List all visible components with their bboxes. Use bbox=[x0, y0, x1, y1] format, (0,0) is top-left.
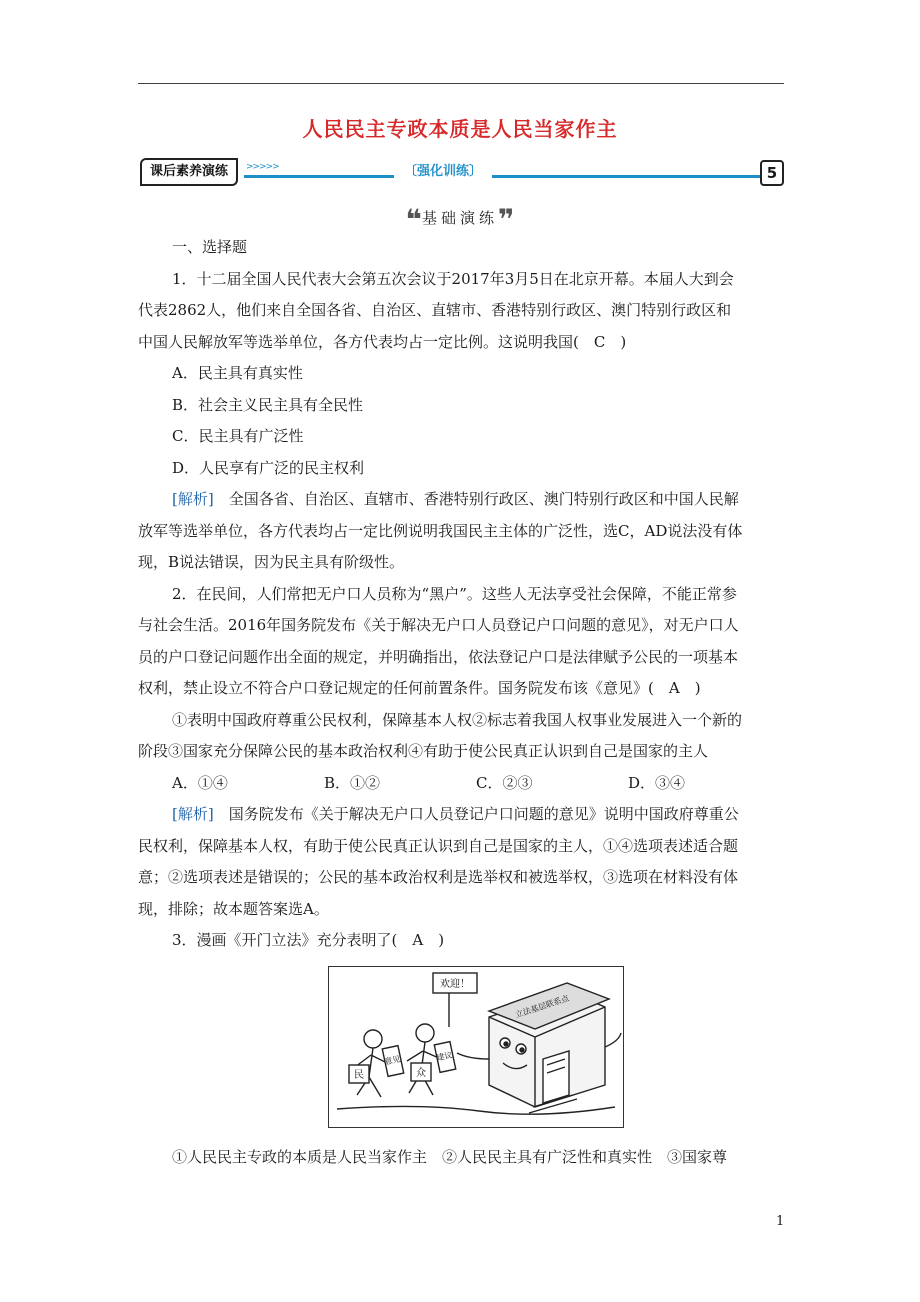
q1-option: A．民主具有真实性 bbox=[172, 364, 303, 382]
q2-analysis-line: 民权利，保障基本人权，有助于使公民真正认识到自己是国家的主人，①④选项表述适合题 bbox=[138, 836, 739, 855]
page-number: 1 bbox=[776, 1214, 785, 1229]
banner-arrows: >>>>> bbox=[246, 162, 279, 172]
cartoon-placard-1: 民 bbox=[354, 1070, 364, 1081]
banner-number: 5 bbox=[760, 160, 784, 186]
cartoon-image bbox=[328, 966, 624, 1128]
cartoon-welcome-sign: 欢迎！ bbox=[440, 979, 470, 990]
q1-stem-line: 代表2862人，他们来自全国各省、自治区、直辖市、香港特别行政区、澳门特别行政区和 bbox=[138, 301, 732, 319]
question-1 bbox=[138, 264, 784, 579]
q3-statements: ①人民民主专政的本质是人民当家作主 ②人民民主具有广泛性和真实性 ③国家尊 bbox=[172, 1148, 728, 1166]
section-label: 一、选择题 bbox=[172, 238, 248, 256]
q2-stem-line: 权利，禁止设立不符合户口登记规定的任何前置条件。国务院发布该《意见》( A ) bbox=[138, 679, 701, 697]
analysis-tag: [解析] bbox=[172, 490, 214, 508]
q2-option: B．①② bbox=[324, 773, 381, 792]
q1-option: B．社会主义民主具有全民性 bbox=[172, 395, 364, 414]
question-2 bbox=[138, 579, 784, 926]
q2-statements-line: 阶段③国家充分保障公民的基本政治权利④有助于使公民真正认识到自己是国家的主人 bbox=[138, 742, 709, 760]
cartoon-drawing bbox=[329, 967, 623, 1127]
banner-label: 课后素养演练 bbox=[140, 158, 238, 186]
cartoon-placard-2: 众 bbox=[416, 1068, 426, 1079]
q2-stem-line: 员的户口登记问题作出全面的规定，并明确指出，依法登记户口是法律赋予公民的一项基本 bbox=[138, 647, 739, 666]
q2-statements-line: ①表明中国政府尊重公民权利，保障基本人权②标志着我国人权事业发展进入一个新的 bbox=[172, 710, 743, 729]
q2-analysis-line: 意；②选项表述是错误的；公民的基本政治权利是选举权和被选举权，③选项在材料没有体 bbox=[138, 868, 739, 886]
q1-option: D．人民享有广泛的民主权利 bbox=[172, 458, 365, 477]
q3-stem: 3．漫画《开门立法》充分表明了( A ) bbox=[172, 931, 445, 949]
q2-analysis-line: 现，排除；故本题答案选A。 bbox=[138, 899, 329, 918]
q2-analysis-line bbox=[138, 799, 784, 831]
q1-analysis-line bbox=[138, 484, 784, 516]
q1-analysis-line: 现，B说法错误，因为民主具有阶级性。 bbox=[138, 553, 405, 571]
open-quote-icon: ❝ bbox=[405, 203, 422, 236]
q2-stem-line: 与社会生活。2016年国务院发布《关于解决无户口人员登记户口问题的意见》，对无户口人 bbox=[138, 616, 739, 634]
top-rule bbox=[138, 83, 784, 84]
banner-center-label: 〔强化训练〕 bbox=[394, 162, 492, 182]
q1-analysis-text: 全国各省、自治区、直辖市、香港特别行政区、澳门特别行政区和中国人民解 bbox=[213, 490, 739, 508]
document-body bbox=[138, 232, 784, 957]
q1-analysis-line: 放军等选举单位，各方代表均占一定比例说明我国民主主体的广泛性，选C，AD说法没有体 bbox=[138, 521, 743, 540]
q2-analysis-text: 国务院发布《关于解决无户口人员登记户口问题的意见》说明中国政府尊重公 bbox=[213, 805, 739, 823]
cartoon-paper-1: 意见 bbox=[383, 1054, 402, 1067]
banner-line bbox=[244, 175, 762, 178]
q2-stem-line: 2．在民间，人们常把无户口人员称为“黑户”。这些人无法享受社会保障，不能正常参 bbox=[172, 584, 737, 603]
q1-option: C．民主具有广泛性 bbox=[172, 427, 304, 445]
section-heading-text: 基础演练 bbox=[421, 209, 498, 227]
q2-options bbox=[138, 768, 784, 800]
cartoon-paper-2: 建议 bbox=[435, 1050, 454, 1063]
page-title: 人民民主专政本质是人民当家作主 bbox=[302, 117, 618, 141]
section-banner bbox=[140, 158, 784, 186]
q1-stem-line: 1．十二届全国人民代表大会第五次会议于2017年3月5日在北京开幕。本届人大到会 bbox=[172, 269, 734, 288]
q3-statements-block bbox=[138, 1142, 784, 1174]
analysis-tag: [解析] bbox=[172, 805, 214, 823]
q2-option: D．③④ bbox=[628, 773, 686, 792]
q1-stem-line: 中国人民解放军等选举单位，各方代表均占一定比例。这说明我国( C ) bbox=[138, 332, 627, 351]
close-quote-icon: ❞ bbox=[498, 203, 515, 236]
q2-option: C．②③ bbox=[476, 773, 533, 792]
cartoon-building-sign: 立法基层联系点 bbox=[514, 993, 571, 1020]
q2-option: A．①④ bbox=[172, 773, 228, 792]
